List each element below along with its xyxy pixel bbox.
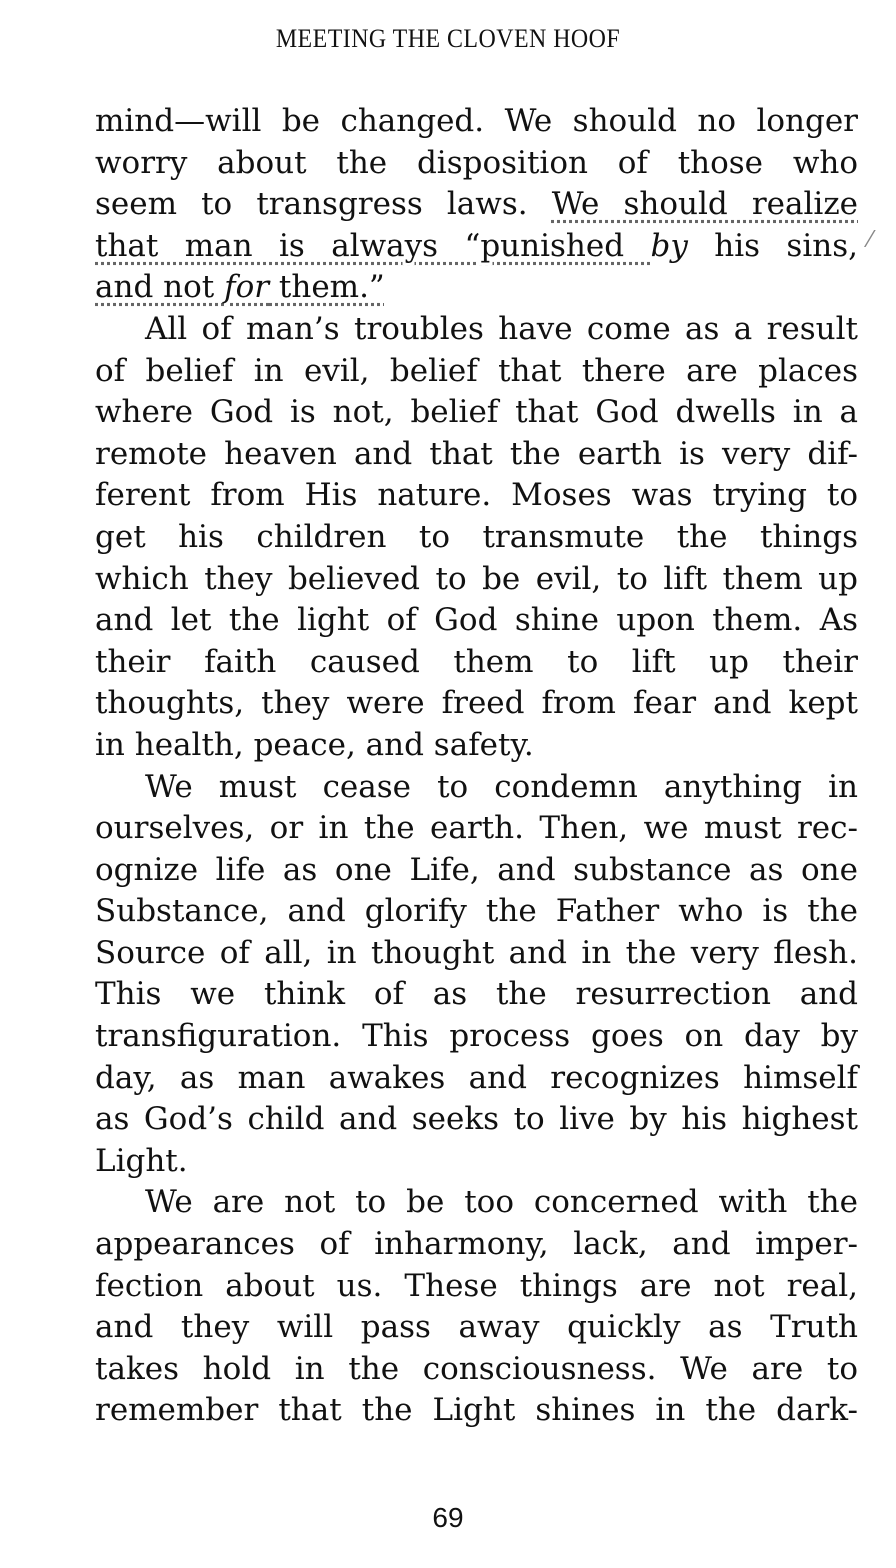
text-line: and let the light of God shine upon them. As: [95, 602, 858, 639]
text-line: ourselves, or in the earth. Then, we must rec-: [95, 810, 858, 847]
running-head: MEETING THE CLOVEN HOOF: [275, 24, 621, 53]
text-line: of belief in evil, belief that there are places: [95, 352, 858, 389]
text-line: day, as man awakes and recognizes himself: [95, 1059, 858, 1096]
text-line: mind—will be changed. We should no longer: [95, 103, 858, 139]
underlined-text: and not: [95, 269, 225, 306]
text-line: transfiguration. This process goes on day by: [95, 1018, 858, 1055]
underlined-text: that man is always “punished: [95, 227, 651, 264]
text-line: worry about the disposition of those who: [95, 144, 858, 181]
text-line: remote heaven and that the earth is very dif-: [95, 435, 858, 472]
text-line: Light.: [95, 1142, 188, 1179]
text-line: Source of all, in thought and in the very flesh.: [95, 934, 858, 971]
text-line: All of man’s troubles have come as a result: [145, 310, 858, 347]
italic-text: for: [224, 269, 270, 306]
text-line: takes hold in the consciousness. We are to: [95, 1350, 858, 1387]
underlined-text: them.”: [269, 269, 385, 306]
text-line: This we think of as the resurrection and: [95, 976, 858, 1013]
text-line: [95, 226, 858, 268]
text-run: seem to transgress laws.: [95, 186, 552, 223]
text-line: appearances of inharmony, lack, and imper-: [95, 1226, 858, 1263]
text-line: their faith caused them to lift up their: [95, 643, 858, 680]
text-line: ferent from His nature. Moses was trying to: [95, 477, 858, 514]
text-line: ognize life as one Life, and substance as one: [95, 851, 858, 888]
text-line: [95, 184, 858, 226]
text-line: which they believed to be evil, to lift them up: [95, 560, 858, 597]
body-text: [95, 101, 858, 1432]
text-run: his sins,: [687, 227, 858, 264]
italic-text: by: [650, 227, 688, 264]
text-line: as God’s child and seeks to live by his highest: [95, 1101, 858, 1138]
text-line: [95, 267, 858, 309]
text-line: get his children to transmute the things: [95, 518, 858, 555]
text-line: and they will pass away quickly as Truth: [95, 1309, 858, 1346]
text-line: Substance, and glorify the Father who is the: [95, 893, 858, 930]
text-line: fection about us. These things are not real,: [95, 1267, 858, 1304]
text-line: remember that the Light shines in the dark-: [95, 1392, 858, 1429]
text-line: We must cease to condemn anything in: [145, 768, 858, 805]
text-line: in health, peace, and safety.: [95, 726, 534, 763]
page-number: 69: [432, 1502, 464, 1533]
margin-pencil-mark: ⁄: [868, 228, 872, 253]
underlined-text: We should realize: [551, 186, 858, 223]
text-line: where God is not, belief that God dwells in a: [95, 394, 858, 431]
text-line: thoughts, they were freed from fear and kept: [95, 685, 858, 722]
text-line: We are not to be too concerned with the: [145, 1184, 858, 1221]
